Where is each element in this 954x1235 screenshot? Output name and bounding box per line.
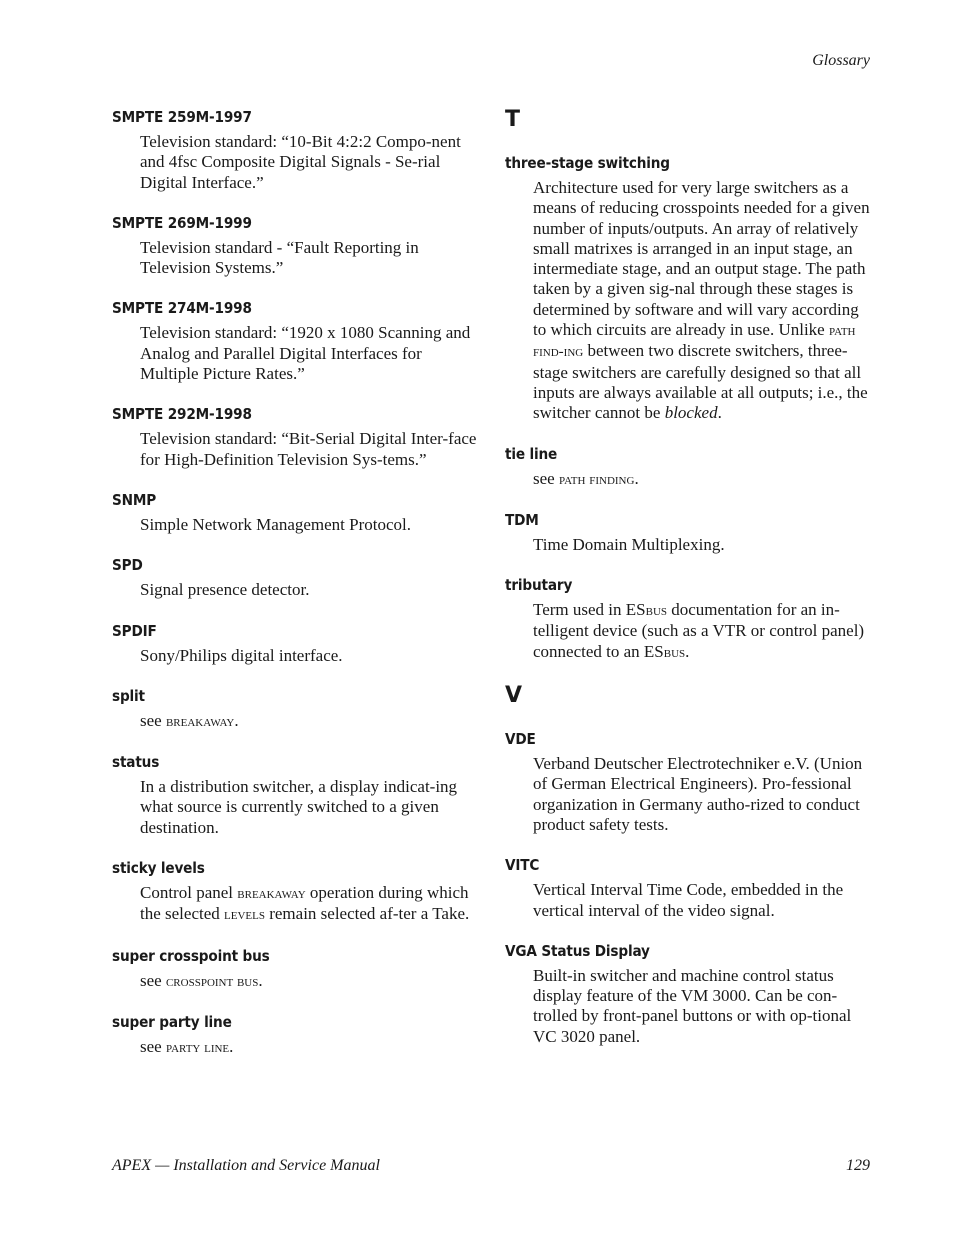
glossary-term: sticky levels — [112, 859, 205, 878]
cross-reference: party line — [165, 1039, 230, 1056]
glossary-definition — [140, 1037, 478, 1058]
glossary-term: SPD — [112, 556, 143, 575]
emphasis-text: blocked — [664, 403, 718, 423]
glossary-definition: Signal presence detector. — [140, 580, 310, 600]
glossary-definition: Time Domain Multiplexing. — [533, 534, 725, 554]
section-letter: T — [505, 107, 521, 132]
definition-text: see — [140, 970, 166, 990]
definition-text: . — [717, 403, 722, 423]
definition-text: documentation for an in-telligent device (such as a VTR or control panel) connected to an ES — [533, 600, 865, 661]
glossary-definition: Vertical Interval Time Code, embedded in the vertical interval of the video signal. — [533, 880, 844, 920]
glossary-definition — [533, 469, 871, 490]
glossary-term: SNMP — [112, 490, 157, 509]
definition-text: see — [140, 710, 166, 730]
cross-reference: bus — [645, 603, 668, 620]
glossary-term: VITC — [505, 856, 540, 875]
glossary-term: three-stage switching — [505, 154, 670, 172]
definition-text: remain selected af-ter a Take. — [264, 904, 470, 924]
glossary-term: SMPTE 292M-1998 — [112, 405, 252, 424]
definition-text: see — [140, 1036, 166, 1056]
glossary-definition — [140, 711, 478, 732]
definition-text: Term used in ES — [533, 600, 646, 620]
glossary-left-column — [112, 106, 478, 1077]
glossary-term: super crosspoint bus — [112, 946, 270, 965]
definition-text: . — [634, 468, 639, 488]
glossary-term: TDM — [505, 510, 539, 529]
cross-reference: bus — [663, 644, 686, 661]
glossary-term: VDE — [505, 730, 536, 749]
running-footer-title: APEX — Installation and Service Manual — [112, 1157, 380, 1174]
cross-reference: breakaway — [237, 886, 306, 903]
glossary-term: VGA Status Display — [505, 941, 650, 960]
definition-text: . — [229, 1036, 234, 1056]
page-number: 129 — [846, 1157, 870, 1174]
definition-text: see — [533, 468, 559, 488]
definition-text: . — [234, 710, 239, 730]
cross-reference: levels — [224, 907, 265, 924]
glossary-term: SMPTE 259M-1997 — [112, 108, 252, 126]
cross-reference: crosspoint bus — [165, 973, 259, 990]
glossary-definition — [533, 178, 871, 424]
running-header: Glossary — [812, 52, 870, 69]
glossary-term: tie line — [505, 444, 558, 463]
glossary-definition: Television standard: “Bit-Serial Digital Inter-face for High-Definition Television Sys-tems.” — [140, 429, 477, 469]
glossary-definition: Verband Deutscher Electrotechniker e.V. (Union of German Electrical Engineers). Pro-fessional organization in Germany autho-rized to conduct product safety tests. — [533, 754, 863, 834]
glossary-definition: Television standard: “10-Bit 4:2:2 Compo-nent and 4fsc Composite Digital Signals - Se-rial Digital Interface.” — [140, 132, 461, 192]
glossary-term: tributary — [505, 576, 573, 595]
glossary-definition — [140, 883, 478, 926]
glossary-term: split — [112, 686, 145, 705]
glossary-definition: Built-in switcher and machine control status display feature of the VM 3000. Can be con-trolled by front-panel buttons or with op-tional VC 3020 panel. — [533, 965, 852, 1046]
glossary-definition: In a distribution switcher, a display indicat-ing what source is currently switched to a given destination. — [140, 777, 458, 837]
glossary-definition: Simple Network Management Protocol. — [140, 514, 412, 534]
glossary-term: status — [112, 753, 160, 772]
glossary-definition — [533, 600, 871, 663]
definition-text: between two discrete switchers, three-stage switchers are carefully designed so that all inputs are always available at all outputs; i.e., the switcher cannot be — [533, 341, 868, 423]
glossary-definition: Television standard: “1920 x 1080 Scanning and Analog and Parallel Digital Interfaces for Multiple Picture Rates.” — [140, 323, 471, 384]
cross-reference: breakaway — [165, 713, 235, 730]
cross-reference: path finding — [558, 471, 635, 488]
definition-text: Control panel — [140, 883, 238, 903]
glossary-term: SMPTE 274M-1998 — [112, 299, 252, 318]
glossary-term: SMPTE 269M-1999 — [112, 213, 252, 232]
definition-text: . — [685, 641, 690, 661]
section-letter: V — [505, 683, 523, 709]
glossary-definition: Television standard - “Fault Reporting in Television Systems.” — [140, 237, 419, 278]
glossary-term: super party line — [112, 1012, 232, 1031]
glossary-term: SPDIF — [112, 621, 157, 640]
glossary-right-column — [505, 106, 871, 1066]
glossary-definition — [140, 971, 478, 992]
glossary-definition: Sony/Philips digital interface. — [140, 645, 343, 665]
definition-text: . — [258, 970, 263, 990]
cross-reference: path find-ing — [533, 323, 856, 361]
definition-text: Architecture used for very large switchers as a means of reducing crosspoints needed for a given number of inputs/outputs. An array of relatively small matrixes is arranged in an input stage, an intermediate stage, and an output stage. The path taken by a given sig-nal through these stages is determined by software and will vary according to which circuits are already in use. Unlike — [533, 178, 870, 340]
definition-text: operation during which the selected — [140, 883, 469, 924]
